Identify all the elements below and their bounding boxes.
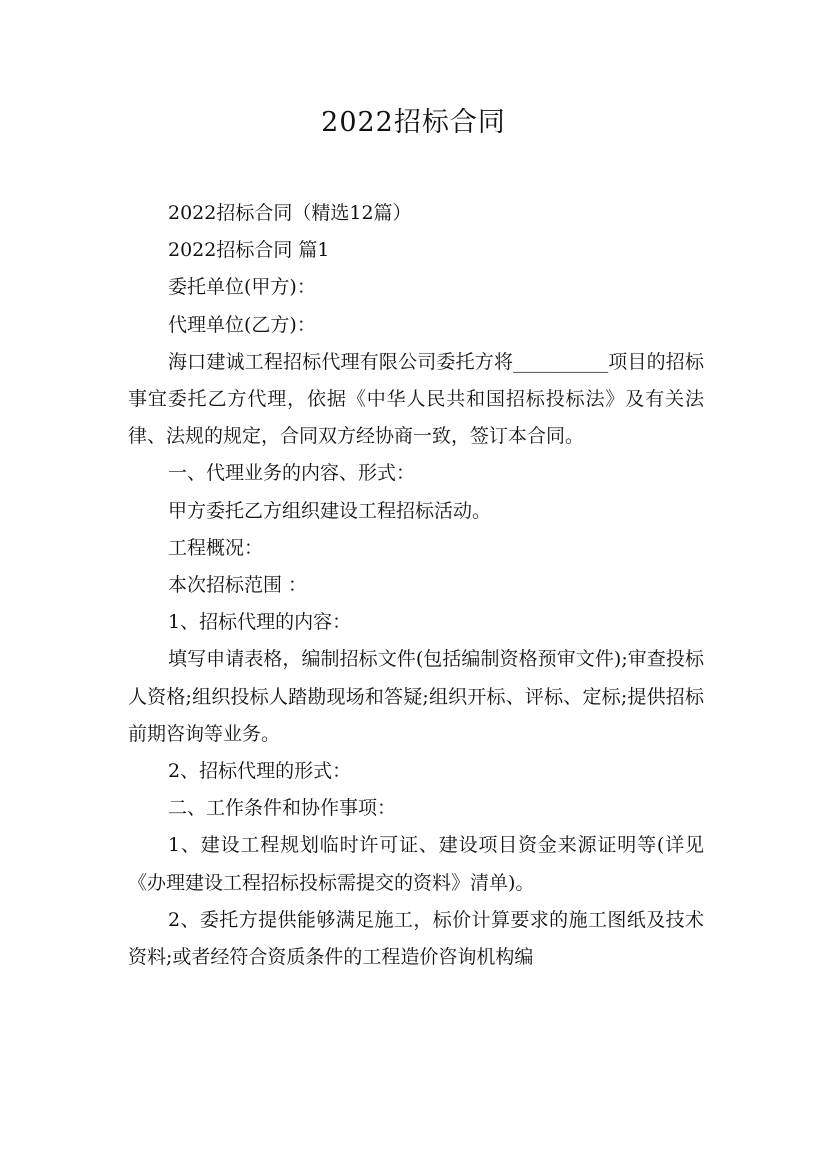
document-title: 2022招标合同 [321,107,506,138]
paragraph-body: 甲方委托乙方组织建设工程招标活动。 [168,499,492,522]
paragraph-heading-1: 一、代理业务的内容、形式： [168,462,416,485]
paragraph-item: 1、招标代理的内容： [168,611,352,634]
paragraph-item: 1、建设工程规划临时许可证、建设项目资金来源证明等(详见《办理建设工程招标投标需提交的资料》清单)。 [128,834,704,894]
paragraph-party-a: 委托单位(甲方)： [168,276,316,299]
paragraph-body: 填写申请表格，编制招标文件(包括编制资格预审文件);审查投标人资格;组织投标人踏勘现场和答疑;组织开标、评标、定标;提供招标前期咨询等业务。 [128,648,704,745]
paragraph-body: 工程概况： [168,536,264,559]
paragraph-party-b: 代理单位(乙方)： [168,313,316,336]
paragraph-section-heading: 2022招标合同 篇1 [168,239,330,262]
paragraph-item: 2、招标代理的形式： [168,760,352,783]
paragraph-item: 2、委托方提供能够满足施工，标价计算要求的施工图纸及技术资料;或者经符合资质条件的工程造价咨询机构编 [128,908,704,969]
paragraph-subtitle: 2022招标合同（精选12篇） [168,202,412,224]
paragraph-intro: 海口建诚工程招标代理有限公司委托方将__________项目的招标事宜委托乙方代理，依据《中华人民共和国招标投标法》及有关法律、法规的规定，合同双方经协商一致，签订本合同。 [128,350,704,448]
document-body [128,195,704,976]
paragraph-body: 本次招标范围 ： [168,574,308,597]
paragraph-heading-2: 二、工作条件和协作事项： [168,797,397,820]
